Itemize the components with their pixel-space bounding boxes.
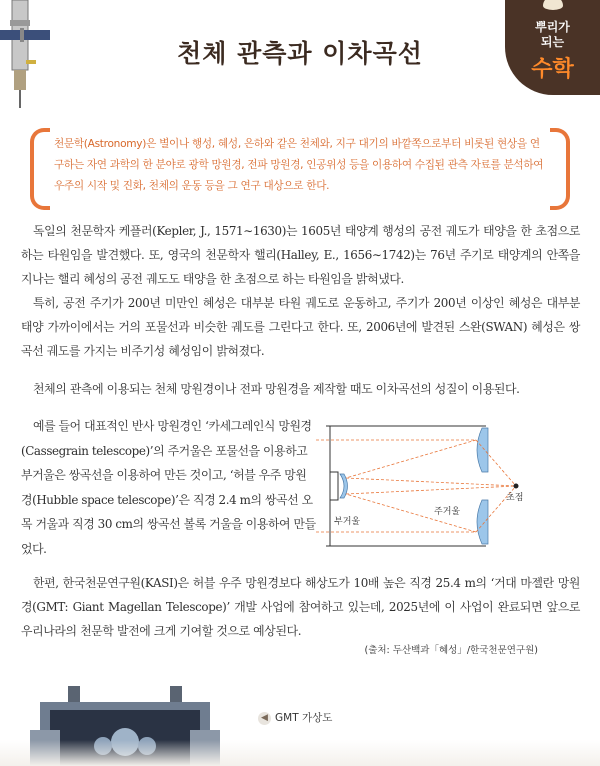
telescope-tube <box>326 426 486 546</box>
paragraph-1: 독일의 천문학자 케플러(Kepler, J., 1571∼1630)는 1605년 태양계 행성의 공전 궤도가 태양을 한 초점으로 하는 타원임을 발견했다. 또, 영국의 천문학자 핼리(Halley, E., 1656∼1742)는 76년 주기로 태양계의 안쪽을 지나는 핼리 혜성의 공전 궤도도 태양을 한 초점으로 하는 타원임을 밝혀냈다. <box>21 224 580 286</box>
paragraph-3: 천체의 관측에 이용되는 천체 망원경이나 전파 망원경을 제작할 때도 이차곡선의 성질이 이용된다. <box>33 382 520 396</box>
tab-line-2: 되는 <box>540 35 565 49</box>
primary-mirror-top <box>477 428 488 472</box>
cassegrain-diagram <box>316 416 556 556</box>
page-title: 천체 관측과 이차곡선 <box>177 39 423 68</box>
intro-box <box>30 128 570 202</box>
primary-mirror-label: 주거울 <box>434 507 461 517</box>
bottom-fade <box>0 740 600 766</box>
figure-caption <box>258 710 332 725</box>
source-citation: (출처: 두산백과「혜성」/한국천문연구원) <box>364 645 538 656</box>
secondary-mirror <box>340 474 348 498</box>
right-bracket <box>550 128 570 210</box>
intro-text: 천문학(Astronomy)은 별이나 행성, 혜성, 은하와 같은 천체와, 지구 대기의 바깥쪽으로부터 비롯된 현상을 연구하는 자연 과학의 한 분야로 광학 망원경, 전파 망원경, 인공위성 등을 이용하여 수집된 관측 자료를 분석하여 우주의 시작 및 진화, 천체의 운동 등을 그 연구 대상으로 한다. <box>54 138 544 192</box>
paragraph-2: 특히, 공전 주기가 200년 미만인 혜성은 대부분 타원 궤도로 운동하고, 주기가 200년 이상인 혜성은 대부분 태양 가까이에서는 거의 포물선과 비슷한 궤도를 그린다고 한다. 또, 2006년에 발견된 스완(SWAN) 혜성은 쌍곡선 궤도를 가지는 비주기성 혜성임이 밝혀졌다. <box>21 296 580 358</box>
primary-mirror-bottom <box>477 500 488 544</box>
arrow-left-icon: ◀ <box>258 712 271 725</box>
paragraph-4: 예를 들어 대표적인 반사 망원경인 ‘카세그레인식 망원경(Cassegrain telescope)’의 주거울은 포물선을 이용하고 부거울은 쌍곡선을 이용하여 만든 것이고, ‘허블 우주 망원경(Hubble space telescope)’은 직경 2.4 m의 쌍곡선 오목 거울과 직경 30 cm의 쌍곡선 볼록 거울을 이용하여 만들었다. <box>21 419 316 556</box>
left-bracket <box>30 128 50 210</box>
tab-line-3: 수학 <box>531 57 574 82</box>
caption-text: GMT 가상도 <box>275 712 333 724</box>
focus-label: 초점 <box>506 493 524 503</box>
sprout-icon <box>543 0 563 10</box>
paragraph-5: 한편, 한국천문연구원(KASI)은 허블 우주 망원경보다 해상도가 10배 높은 직경 25.4 m의 ‘거대 마젤란 망원경(GMT: Giant Magellan Telescope)’ 개발 사업에 참여하고 있는데, 2025년에 이 사업이 완료되면 앞으로 우리나라의 천문학 발전에 크게 기여할 것으로 예상된다. <box>21 576 580 638</box>
tab-line-1: 뿌리가 <box>535 20 570 34</box>
focus-point <box>514 484 519 489</box>
secondary-mirror-label: 부거울 <box>334 517 361 527</box>
